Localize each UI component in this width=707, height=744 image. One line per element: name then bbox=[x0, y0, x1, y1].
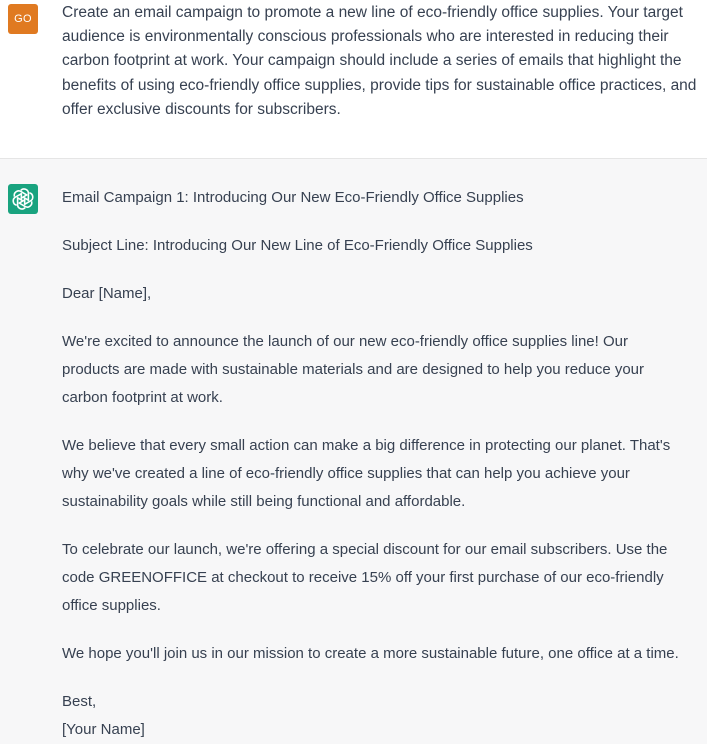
paragraph-line: We're excited to announce the launch of our new eco-friendly office supplies line! Our bbox=[62, 333, 628, 350]
email-subject-line: Subject Line: Introducing Our New Line of Eco-Friendly Office Supplies bbox=[62, 237, 533, 254]
paragraph-line: carbon footprint at work. bbox=[62, 389, 223, 406]
paragraph-line: We believe that every small action can make a big difference in protecting our planet. That's bbox=[62, 437, 671, 454]
openai-logo-icon bbox=[8, 184, 38, 214]
paragraph-line: products are made with sustainable materials and are designed to help you reduce your bbox=[62, 361, 645, 378]
user-message bbox=[0, 0, 707, 159]
user-avatar-initials: GO bbox=[14, 13, 32, 25]
email-signoff: Best, bbox=[62, 693, 97, 710]
email-paragraph-3 bbox=[62, 536, 707, 620]
email-paragraph-1 bbox=[62, 328, 707, 412]
paragraph-line: why we've created a line of eco-friendly office supplies that can help you achieve your bbox=[62, 465, 630, 482]
assistant-avatar bbox=[8, 184, 38, 214]
email-greeting: Dear [Name], bbox=[62, 285, 152, 302]
paragraph-line: code GREENOFFICE at checkout to receive 15% off your first purchase of our eco-friendly bbox=[62, 569, 664, 586]
email-heading: Email Campaign 1: Introducing Our New Eco-Friendly Office Supplies bbox=[62, 189, 524, 206]
assistant-message bbox=[0, 159, 707, 743]
email-paragraph-2 bbox=[62, 432, 707, 516]
email-signature: [Your Name] bbox=[62, 721, 145, 738]
paragraph-line: sustainability goals while still being functional and affordable. bbox=[62, 493, 466, 510]
email-paragraph-4: We hope you'll join us in our mission to create a more sustainable future, one office at a time. bbox=[62, 645, 679, 662]
paragraph-line: To celebrate our launch, we're offering a special discount for our email subscribers. Use the bbox=[62, 541, 668, 558]
user-avatar bbox=[8, 4, 38, 34]
paragraph-line: office supplies. bbox=[62, 597, 161, 614]
user-prompt-text: Create an email campaign to promote a new line of eco-friendly office supplies. Your target audience is environmentally conscious professionals who are interested in reducing their carbon footprint at work. Your campaign should include a series of emails that highlight the benefits of using eco-friendly office supplies, provide tips for sustainable office practices, and offer exclusive discounts for subscribers. bbox=[62, 4, 697, 118]
